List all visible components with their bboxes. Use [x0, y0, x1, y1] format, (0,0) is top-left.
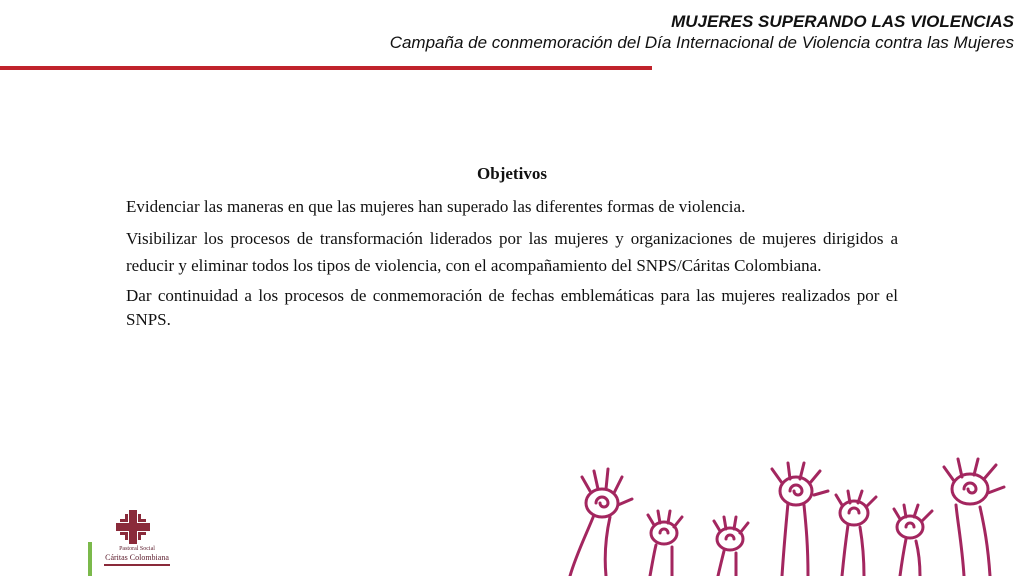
- objective-paragraph-3: Dar continuidad a los procesos de conmemoración de fechas emblemáticas para las mujeres realizados por el SNPS.: [126, 286, 898, 329]
- header-divider: [0, 66, 652, 70]
- objective-paragraph-2: Visibilizar los procesos de transformación liderados por las mujeres y organizaciones de mujeres dirigidos a reducir y eliminar todos los tipos de violencia, con el acompañamiento del SNPS/Cáritas Colombiana.: [126, 229, 898, 275]
- logo-accent-bar: [88, 542, 92, 576]
- raised-hands-illustration: [560, 455, 1024, 576]
- caritas-logo: [88, 508, 178, 576]
- header-subtitle: Campaña de conmemoración del Día Internacional de Violencia contra las Mujeres: [389, 33, 1014, 52]
- objectives-section: [126, 160, 898, 337]
- logo-line-1: Pastoral Social: [119, 546, 155, 552]
- header-title: MUJERES SUPERANDO LAS VIOLENCIAS: [671, 12, 1014, 31]
- cross-icon: [116, 510, 150, 544]
- hand-icon: [900, 539, 906, 576]
- logo-line-2: Cáritas Colombiana: [105, 553, 169, 562]
- logo-underline: [104, 564, 170, 566]
- hand-icon: [782, 503, 788, 576]
- hand-icon: [956, 505, 964, 576]
- hand-icon: [842, 525, 848, 576]
- section-title: Objetivos: [477, 164, 547, 183]
- objective-paragraph-1: Evidenciar las maneras en que las mujeres han superado las diferentes formas de violencia.: [126, 197, 746, 216]
- hand-icon: [570, 515, 594, 576]
- hand-icon: [718, 551, 724, 576]
- hand-icon: [650, 545, 656, 576]
